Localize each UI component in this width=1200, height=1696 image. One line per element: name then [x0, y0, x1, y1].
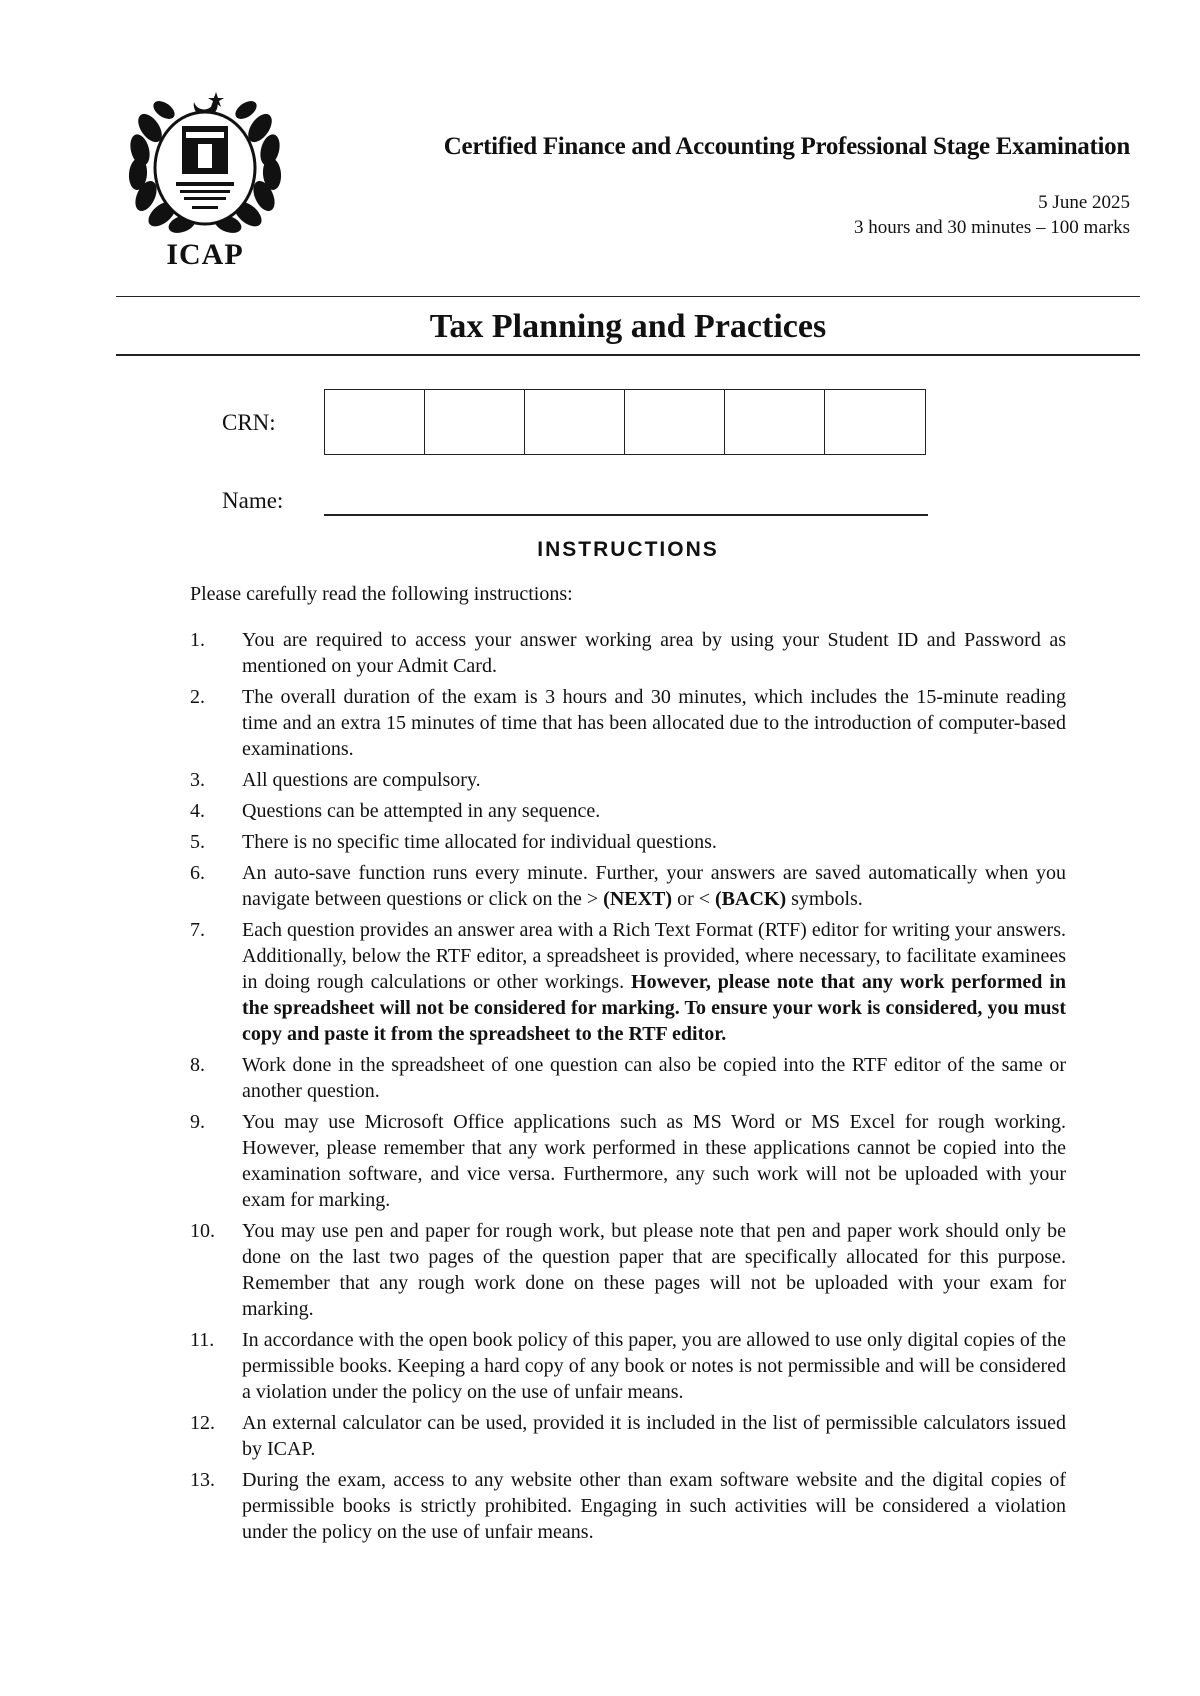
instruction-item — [190, 1327, 1066, 1405]
instruction-number: 8. — [190, 1054, 205, 1076]
crn-box[interactable] — [625, 390, 725, 454]
instruction-text — [242, 860, 1066, 912]
instruction-item — [190, 1109, 1066, 1213]
instruction-text: All questions are compulsory. — [242, 769, 481, 791]
instruction-item — [190, 798, 1066, 824]
instruction-number: 7. — [190, 919, 205, 941]
instruction-number: 4. — [190, 800, 205, 822]
crn-boxes — [324, 389, 926, 455]
instruction-number: 3. — [190, 769, 205, 791]
instruction-text: The overall duration of the exam is 3 hours and 30 minutes, which includes the 15-minute reading time and an extra 15 minutes of time that has been allocated due to the introduction of computer-based examinations. — [242, 686, 1066, 760]
instructions-heading: INSTRUCTIONS — [537, 538, 719, 561]
instruction-item — [190, 1052, 1066, 1104]
crn-box[interactable] — [325, 390, 425, 454]
icap-crest-icon — [120, 88, 290, 238]
instruction-item — [190, 1410, 1066, 1462]
instruction-item — [190, 627, 1066, 679]
back-symbol-label: (BACK) — [715, 888, 787, 910]
bottom-divider — [116, 354, 1140, 356]
instruction-item — [190, 917, 1066, 1047]
instruction-text-part: or < — [672, 888, 716, 910]
instruction-text: In accordance with the open book policy of this paper, you are allowed to use only digital copies of the permissible books. Keeping a hard copy of any book or notes is not permissible and will be considered a violation under the policy on the use of unfair means. — [242, 1329, 1066, 1403]
instruction-item — [190, 1467, 1066, 1545]
exam-date: 5 June 2025 — [1038, 192, 1130, 213]
instruction-text: You may use pen and paper for rough work, but please note that pen and paper work should only be done on the last two pages of the question paper that are specifically allocated for this purpose. Remember that any rough work done on these pages will not be uploaded with your exam for marking. — [242, 1220, 1066, 1320]
instruction-number: 1. — [190, 629, 205, 651]
crn-box[interactable] — [725, 390, 825, 454]
crn-box[interactable] — [525, 390, 625, 454]
instruction-text: Questions can be attempted in any sequence. — [242, 800, 601, 822]
exam-duration: 3 hours and 30 minutes – 100 marks — [853, 217, 1130, 238]
instruction-text — [242, 917, 1066, 1047]
instruction-text-part: Each question provides an answer area with a Rich Text Format (RTF) editor for writing your answers. Additionally, below the RTF editor, a spreadsheet is provided, where necessary, to facilitate examinees in doing rough calculations or other workings. — [242, 919, 1066, 993]
instruction-text: You are required to access your answer working area by using your Student ID and Password as mentioned on your Admit Card. — [242, 629, 1066, 677]
instruction-number: 5. — [190, 831, 205, 853]
instruction-item — [190, 829, 1066, 855]
instruction-item — [190, 860, 1066, 912]
crn-label: CRN: — [222, 410, 276, 435]
instructions-intro: Please carefully read the following instructions: — [190, 583, 573, 605]
top-divider — [116, 296, 1140, 297]
instruction-text: You may use Microsoft Office applications such as MS Word or MS Excel for rough working. However, please remember that any work performed in these applications cannot be copied into the examination software, and vice versa. Furthermore, any such work will not be uploaded with your exam for marking. — [242, 1111, 1066, 1211]
instruction-number: 6. — [190, 862, 205, 884]
crn-box[interactable] — [425, 390, 525, 454]
instruction-item — [190, 684, 1066, 762]
instructions-list — [190, 627, 1066, 1550]
instruction-number: 9. — [190, 1111, 205, 1133]
instruction-number: 12. — [190, 1412, 215, 1434]
name-label: Name: — [222, 488, 284, 513]
instruction-emphasis: However, please note that any work performed in the spreadsheet will not be considered for marking. To ensure your work is considered, you must copy and paste it from the spreadsheet to the RTF editor. — [242, 971, 1066, 1045]
exam-title: Certified Finance and Accounting Professional Stage Examination — [443, 133, 1130, 160]
instruction-number: 13. — [190, 1469, 215, 1491]
instruction-text: An external calculator can be used, provided it is included in the list of permissible calculators issued by ICAP. — [242, 1412, 1066, 1460]
instruction-number: 2. — [190, 686, 205, 708]
icap-logo — [120, 88, 290, 278]
instruction-text: Work done in the spreadsheet of one question can also be copied into the RTF editor of the same or another question. — [242, 1054, 1066, 1102]
crn-box[interactable] — [825, 390, 925, 454]
instruction-text: There is no specific time allocated for individual questions. — [242, 831, 717, 853]
instruction-item — [190, 767, 1066, 793]
instruction-text: During the exam, access to any website other than exam software website and the digital copies of permissible books is strictly prohibited. Engaging in such activities will be considered a violation under the policy on the use of unfair means. — [242, 1469, 1066, 1543]
name-line[interactable] — [324, 514, 928, 516]
instruction-item — [190, 1218, 1066, 1322]
instruction-text-part: symbols. — [786, 888, 863, 910]
logo-text: ICAP — [166, 238, 244, 271]
next-symbol-label: (NEXT) — [603, 888, 673, 910]
instruction-text-part: An auto-save function runs every minute. Further, your answers are saved automatically when you navigate between questions or click on the > — [242, 862, 1066, 910]
paper-title: Tax Planning and Practices — [429, 308, 827, 345]
instruction-number: 10. — [190, 1220, 215, 1242]
instruction-number: 11. — [190, 1329, 215, 1351]
